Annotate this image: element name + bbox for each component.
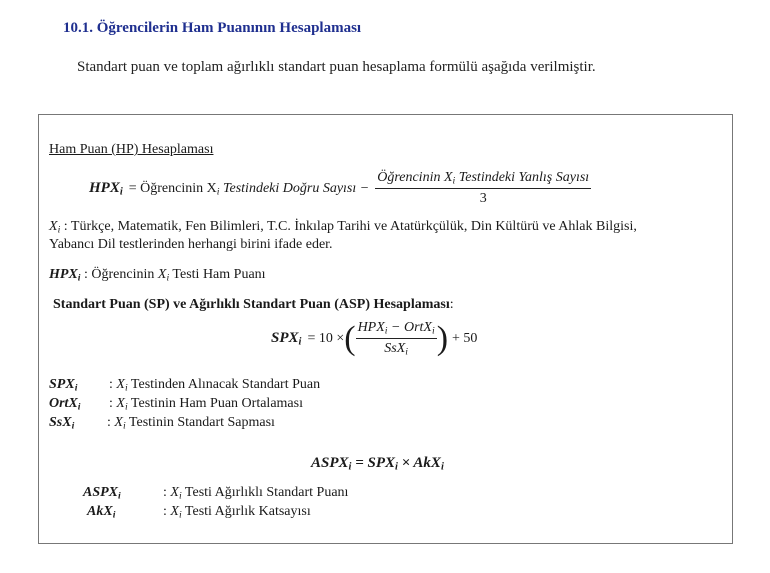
sp-def-row: SsX$_i$ : $X_i$ Testinin Standart Sapması <box>49 415 275 432</box>
asp-definitions <box>83 485 348 523</box>
sp-lhs: $SPX_i$ <box>271 330 302 348</box>
hp-fraction-denominator: 3 <box>479 191 487 206</box>
right-paren: ) <box>436 319 449 357</box>
sp-eq: = 10 × <box>307 330 345 346</box>
intro-text: Standart puan ve toplam ağırlıklı standart puan hesaplama formülü aşağıda verilmiştir. <box>77 59 596 75</box>
sp-def-row: OrtX$_i$ : $X_i$ Testinin Ham Puan Ortalaması <box>49 396 303 413</box>
hpx-definition: $HPX_i$ : Öğrencinin $X_i$ Testi Ham Puanı <box>49 267 266 284</box>
hp-fraction-numerator: Öğrencinin $X_i$ Testindeki Yanlış Sayısı <box>375 170 591 189</box>
sp-def-row: $SPX_i$ : $X_i$ Testinden Alınacak Standart Puan <box>49 377 321 394</box>
left-paren: ( <box>344 319 356 357</box>
xi-description-line1: $X_i$ : Türkçe, Matematik, Fen Bilimleri, T.C. İnkılap Tarihi ve Atatürkçülük, Din Kültürü ve Ahlak Bilgisi, <box>49 219 637 236</box>
hp-lhs: $HPX_i$ <box>89 180 123 198</box>
sp-title: Standart Puan (SP) ve Ağırlıklı Standart Puan (ASP) Hesaplaması: <box>53 297 454 312</box>
section-heading: 10.1. Öğrencilerin Ham Puanının Hesaplaması <box>63 20 362 36</box>
asp-formula: $ASPX_i = SPX_i \times AkX_i$ <box>311 455 444 473</box>
sp-fraction-numerator: $HPX_i$ − OrtX$_i$ <box>356 320 437 339</box>
sp-fraction-denominator: SsX$_i$ <box>384 341 408 358</box>
asp-def-row: AkX$_i$ : $X_i$ Testi Ağırlık Katsayısı <box>87 504 311 521</box>
sp-plus: + 50 <box>452 330 478 346</box>
hp-formula <box>89 170 591 207</box>
xi-description-line2: Yabancı Dil testlerinden herhangi birini ifade eder. <box>49 237 333 252</box>
hp-fraction <box>375 170 591 207</box>
formula-box <box>38 114 733 544</box>
hp-title: Ham Puan (HP) Hesaplaması <box>49 142 214 157</box>
sp-definitions <box>49 377 320 434</box>
hp-eq: = Öğrencinin $X_i$ Testindeki Doğru Sayısı − <box>128 180 370 197</box>
asp-def-row: $ASPX_i$ : $X_i$ Testi Ağırlıklı Standart Puanı <box>83 485 349 502</box>
sp-fraction <box>356 320 437 357</box>
sp-formula <box>271 320 477 357</box>
